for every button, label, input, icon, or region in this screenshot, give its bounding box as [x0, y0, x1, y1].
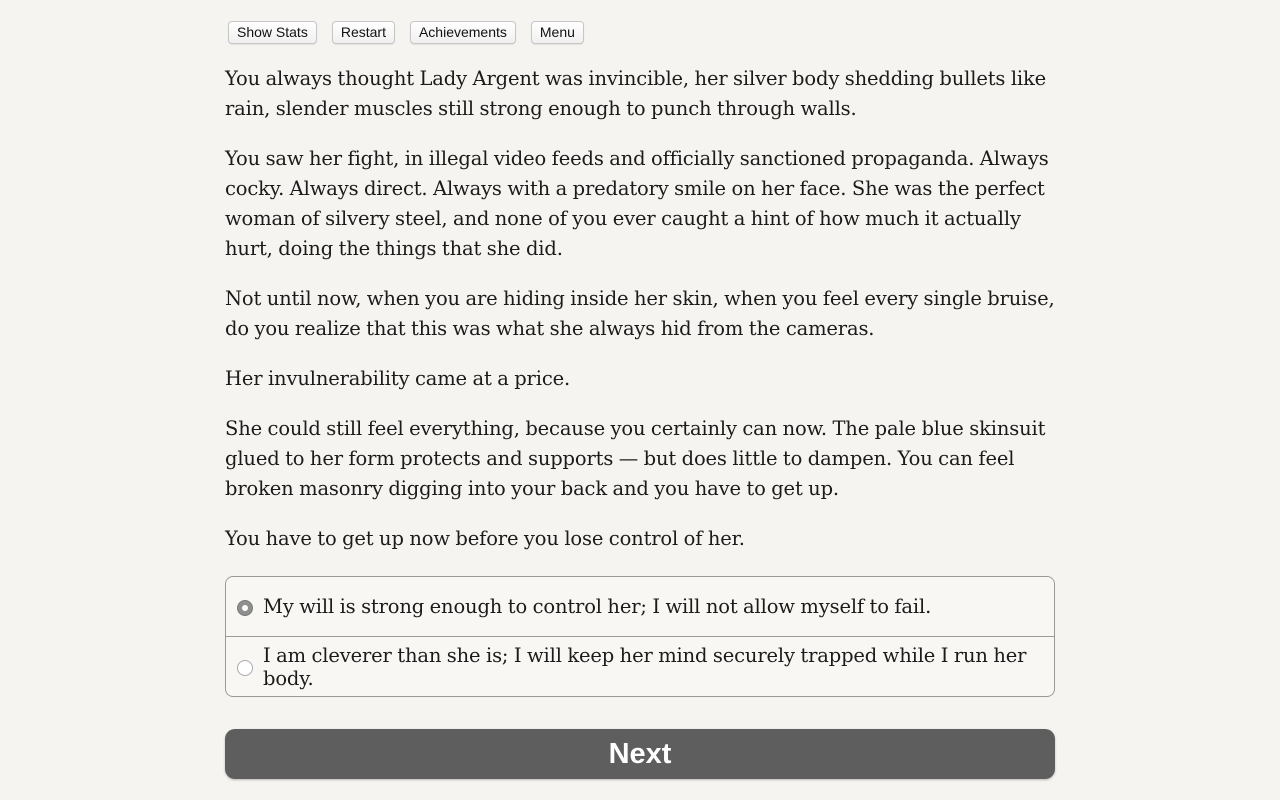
- choice-option-1[interactable]: [226, 577, 1054, 636]
- story-paragraph: Not until now, when you are hiding inside her skin, when you feel every single bruise, do you realize that this was what she always hid from the cameras.: [225, 287, 1055, 340]
- story-paragraph: You always thought Lady Argent was invincible, her silver body shedding bullets like rain, slender muscles still strong enough to punch through walls.: [225, 67, 1047, 120]
- choice-label: I am cleverer than she is; I will keep her mind securely trapped while I run her body.: [263, 643, 1027, 690]
- show-stats-button[interactable]: Show Stats: [228, 21, 317, 44]
- next-button[interactable]: Next: [225, 729, 1055, 779]
- choice-list: [225, 576, 1055, 697]
- restart-button[interactable]: Restart: [332, 21, 395, 44]
- game-container: [225, 0, 1055, 800]
- story-text: [225, 64, 1055, 574]
- achievements-button[interactable]: Achievements: [410, 21, 516, 44]
- story-paragraph: You have to get up now before you lose control of her.: [225, 527, 745, 550]
- menu-button[interactable]: Menu: [531, 21, 584, 44]
- choice-label: My will is strong enough to control her; I will not allow myself to fail.: [263, 595, 932, 618]
- radio-button-icon[interactable]: [237, 660, 253, 676]
- story-paragraph: You saw her fight, in illegal video feeds and officially sanctioned propaganda. Always cocky. Always direct. Always with a predatory smile on her face. She was the perfect woman of silvery steel, and none of you ever caught a hint of how much it actually hurt, doing the things that she did.: [225, 147, 1049, 260]
- story-paragraph: Her invulnerability came at a price.: [225, 367, 571, 390]
- story-paragraph: She could still feel everything, because you certainly can now. The pale blue skinsuit glued to her form protects and supports — but does little to dampen. You can feel broken masonry digging into your back and you have to get up.: [225, 417, 1046, 500]
- radio-button-icon[interactable]: [237, 600, 253, 616]
- toolbar: [228, 21, 584, 44]
- choice-option-2[interactable]: [226, 636, 1054, 696]
